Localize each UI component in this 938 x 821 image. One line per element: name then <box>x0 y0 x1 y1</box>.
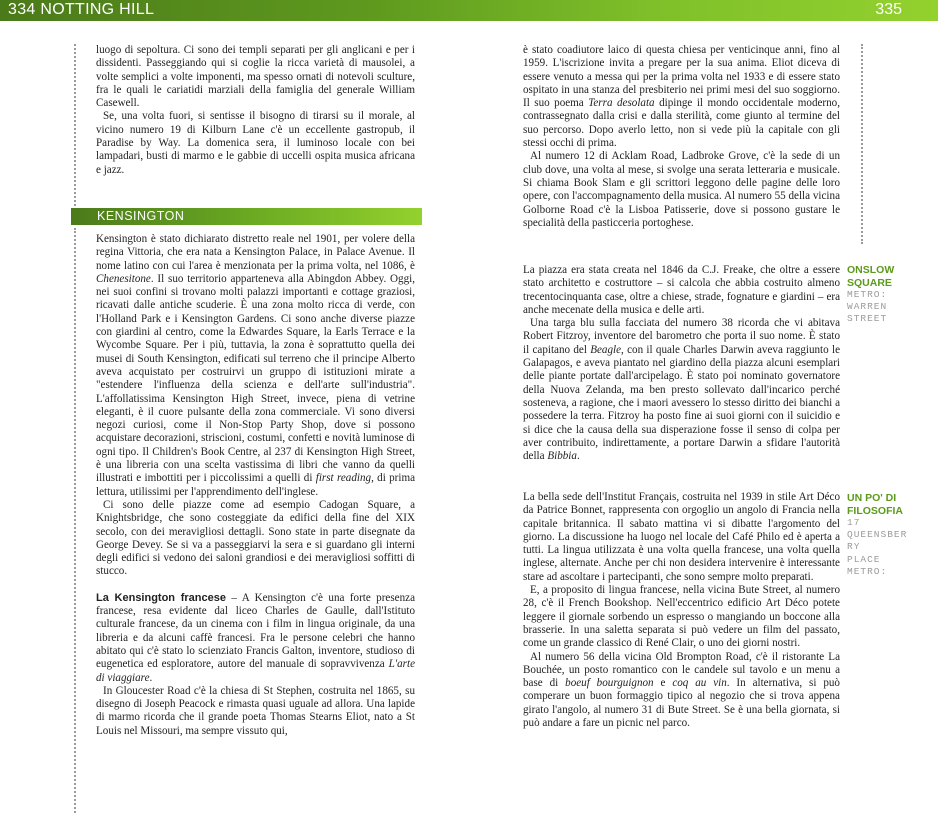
sidebar-title: UN PO' DI FILOSOFIA <box>847 492 903 517</box>
paragraph: Ci sono delle piazze come ad esempio Cadogan Square, a Knightsbridge, che sono costeggiate da edifici della fine del XIX secolo, con dei meravigliosi dettagli. Sono state in parte disegnate da George Devey. Se si va a passeggiarvi la sera e si guardano gli interni degli edifici si vedono dei saloni grandiosi e dei meravigliosi soffitti di stucco. <box>96 498 415 578</box>
sidebar-metro-info: METRO: WARREN STREET <box>847 289 888 325</box>
sidebar-address-info: 17 QUEENSBER RY PLACE METRO: <box>847 517 908 577</box>
running-header-left: 334 NOTTING HILL <box>8 1 155 18</box>
left-column-main <box>96 233 415 738</box>
right-column-filosofia <box>523 491 840 730</box>
right-column-top <box>523 44 840 230</box>
right-column-onslow <box>523 264 840 463</box>
paragraph: Al numero 12 di Acklam Road, Ladbroke Grove, c'è la sede di un club dove, una volta al mese, si svolge una serata letteraria e musicale. Si chiama Book Slam e gli scrittori leggono delle pagine delle loro opere, con l'accompagnamento della musica. Al numero 55 della vicina Golborne Road c'è la Lisboa Patisserie, dove si possono gustare le specialità della pasticceria portoghese. <box>523 150 840 229</box>
page-header-bar <box>0 0 938 21</box>
paragraph: luogo di sepoltura. Ci sono dei templi separati per gli anglicani e per i dissidenti. Passeggiando qui si coglie la ricca varietà di mausolei, a volte semplici a volte imponenti, ma spesso ornati di notevoli sculture, fra le quali le cariatidi marziali della famiglia del generale William Casewell. <box>96 44 415 110</box>
paragraph: Se, una volta fuori, si sentisse il bisogno di tirarsi su il morale, al vicino numero 19 di Kilburn Lane c'è un eccellente gastropub, il Paradise by Way. La domenica sera, il luminoso locale con bei lampadari, busti di marmo e le gabbie di uccelli ospita musica africana e jazz. <box>96 110 415 176</box>
paragraph: Kensington è stato dichiarato distretto reale nel 1901, per volere della regina Vittoria, che era nata a Kensington Palace, in Palace Avenue. Il nome latino con cui l'area è menzionata per la prima volta, nel 1086, è Chenesitone. Il suo territorio apparteneva alla Abingdon Abbey. Oggi, nei suoi confini si trovano molti palazzi importanti e cottage graziosi, ricavati dalle antiche scuderie. È una zona molto ricca di verde, con l'Holland Park e i Kensington Gardens. Ci sono anche diverse piazze con giardini al centro, come la Edwardes Square, la Earls Terrace e la Wycombe Square. Per i più, tuttavia, la zona è soprattutto quella dei musei di South Kensington, edificati sul terreno che il principe Alberto aveva acquistato per costruirvi un gruppo di istituzioni mirate a "estendere l'influenza della scienza e dell'arte sull'industria". L'affollatissima Kensington High Street, invece, piena di vetrine eleganti, è il cuore pulsante della zona commerciale. Vi sono diversi negozi curiosi, come il Non-Stop Party Shop, dove si possono acquistare decorazioni, striscioni, costumi, confetti e novità luminose di ogni tipo. Il Children's Book Centre, al 237 di Kensington High Street, è una libreria con una scelta vastissima di libri che vanno da quelli illustrati e imbottiti per i piccolissimi a quelli di first reading, di prima lettura, utilissimi per l'apprendimento dell'inglese. <box>96 233 415 498</box>
paragraph: Al numero 56 della vicina Old Brompton Road, c'è il ristorante La Bouchée, un posto romantico con le candele sul tavolo e un menu a base di boeuf bourguignon e coq au vin. In alternativa, si può comperare un buon formaggio tipico al negozio che si trova appena girato l'angolo, al numero 31 di Bute Street. Se è una bella giornata, si può andare a fare un picnic nel parco. <box>523 650 840 730</box>
left-column-rule <box>74 44 76 206</box>
paragraph: In Gloucester Road c'è la chiesa di St Stephen, costruita nel 1865, su disegno di Joseph Peacock e rimasta quasi uguale ad allora. Una lapide di marmo ricorda che il grande poeta Thomas Stearns Eliot, nato a St Louis nel Missouri, ma sempre vissuto qui, <box>96 684 415 737</box>
paragraph: La piazza era stata creata nel 1846 da C.J. Freake, che oltre a essere stato architetto e costruttore – si calcola che abbia costruito almeno trecentocinquanta case, oltre a chiese, strade, fognature e giardini – era anche mecenate della musica e delle arti. <box>523 264 840 316</box>
section-heading: KENSINGTON <box>97 209 185 223</box>
sidebar-title: ONSLOW SQUARE <box>847 264 895 289</box>
page-number-right: 335 <box>875 1 902 18</box>
sidebar-un-po-di-filosofia <box>847 492 935 578</box>
section-heading-bar <box>71 208 422 225</box>
paragraph: E, a proposito di lingua francese, nella vicina Bute Street, al numero 28, c'è il French Bookshop. Nell'eccentrico edificio Art Déco potete leggere il giornale sorbendo un espresso o mangiando un boccone alla brasserie. In una saletta separata si può vedere un film del passato, come un grande classico di René Clair, o uno dei giorni nostri. <box>523 584 840 650</box>
sidebar-onslow-square <box>847 264 895 326</box>
paragraph: Una targa blu sulla facciata del numero 38 ricorda che vi abitava Robert Fitzroy, inventore del barometro che porta il suo nome. È stato il capitano del Beagle, con il quale Charles Darwin aveva raggiunto le Galapagos, e aveva piantato nel giardino della piazza alcuni esemplari delle piante portate dall'arcipelago. È stato poi nominato governatore della Nuova Zelanda, ma ben presto sollevato dall'incarico perché sosteneva, a ragione, che i maori avessero lo stesso diritto dei bianchi a possedere la terra. Fitzroy ha posto fine ai suoi giorni con il suicidio e si dice che la causa della sua disperazione fosse il senso di colpa per aver contribuito, indirettamente, a portare Darwin a sfidare l'autorità della Bibbia. <box>523 317 840 463</box>
right-column-rule <box>861 44 863 244</box>
paragraph-lead: La Kensington francese <box>96 591 226 604</box>
left-column-rule-lower <box>74 228 76 813</box>
paragraph: La bella sede dell'Institut Français, costruita nel 1939 in stile Art Déco da Patrice Bonnet, rappresenta con orgoglio un angolo di Francia nella capitale britannica. Il sabato mattina vi si dibatte l'argomento del giorno. La discussione ha luogo nel locale del Café Philo ed è aperta a tutti. La lingua utilizzata è una volta quella francese, una volta quella inglese, alternate. Anche per chi non desidera intervenire è interessante stare ad ascoltare i partecipanti, che sono sempre molto preparati. <box>523 491 840 583</box>
left-column-top <box>96 44 415 177</box>
paragraph: La Kensington francese – A Kensington c'è una forte presenza francese, resa evidente dal liceo Charles de Gaulle, dall'Istituto culturale francese, da un cinema con i film in lingua originale, da una libreria e da alcuni caffè francesi. Fra le persone celebri che hanno abitato qui c'è stato lo scienziato Francis Galton, inventore, studioso di eugenetica ed esploratore, autore del manuale di sopravvivenza L'arte di viaggiare. <box>96 591 415 684</box>
paragraph: è stato coadiutore laico di questa chiesa per venticinque anni, fino al 1959. L'iscrizione invita a pregare per la sua anima. Eliot diceva di essere venuto a messa qui per la prima volta nel 1933 e di essere stato ospitato in una stanza del presbiterio nei primi mesi del suo soggiorno. Il suo poema Terra desolata dipinge il mondo occidentale moderno, contrassegnato dalla crisi e dalla sterilità, come giunto al termine del suo percorso. Dopo averlo letto, non si vede più la capitale con gli stessi occhi di prima. <box>523 44 840 150</box>
